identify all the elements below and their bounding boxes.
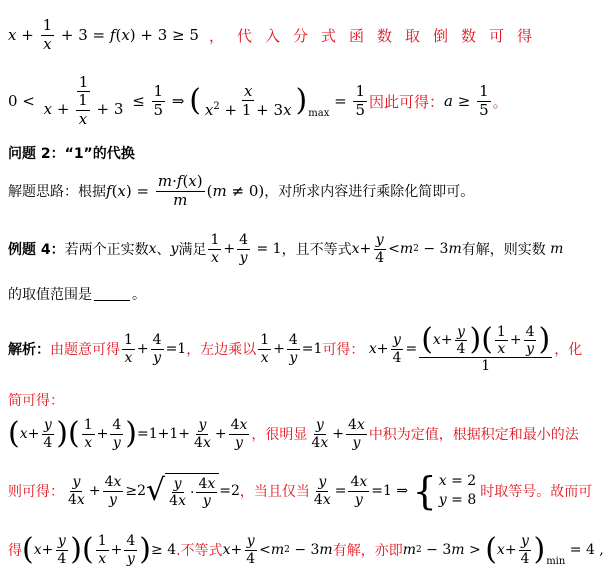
example-text: 有解，则实数	[461, 242, 546, 258]
analysis-text: ，左边乘以	[186, 342, 257, 358]
analysis-label: 解析：	[8, 342, 50, 358]
analysis-text: 有解，亦即	[332, 543, 403, 559]
method-prefix: 解题思路：根据	[8, 184, 106, 200]
analysis-text: ，当且仅当	[239, 484, 310, 500]
example-text: ，且不等式	[281, 242, 352, 258]
analysis-text: 时取等号。故而可	[480, 484, 593, 500]
period: 。	[132, 287, 146, 303]
formula-1: x	[8, 26, 17, 44]
method-suffix: ，对所求内容进行乘除化简即可。	[264, 184, 475, 200]
analysis-text: ，化	[554, 342, 583, 358]
analysis-line-5: 得 ( x + $\frac{y}{4}$ ) ( $\frac{1}{x}$ + $\frac{4}{y}$ ) ≥ 4 .不等式 x + $\frac{y}{4}$ < m 2 − 3 m 有解，亦即 m 2 − 3 m > ( x + $\frac{y}{4}$ ) min = 4 ,	[8, 532, 604, 567]
example-text: 的取值范围是	[8, 287, 92, 303]
analysis-line-1: 解析： 由题意可得 $\frac{1}{x}$ + $\frac{4}{y}$ =1 ，左边乘以 $\frac{1}{x}$ + $\frac{4}{y}$ =1 可得： x + $\frac{y}{4}$ = ( x + $\frac{y}{4}$ ) ( $\frac{1}{x}$ + $\frac{4}{y}$ ) 1 ，化	[8, 322, 583, 375]
line-1: x + $\frac{1}{x}$ + 3 = f ( x ) + 3 ≥ 5 ，代入分式函数取倒数可得	[8, 16, 545, 53]
analysis-text: 简可得：	[8, 393, 64, 409]
analysis-line-2	[8, 390, 558, 410]
analysis-text: 中积为定值，根据积定和最小的法	[368, 427, 579, 443]
line-2: 0 < 1 x + $\frac{1}{x}$ + 3 ≤ $\frac{1}{5}$ ⇒ ( $\frac{x}{x^2 + 1 + 3x}$ ) max = $\frac{1}{5}$ 因此可得： a ≥ $\frac{1}{5}$ 。	[8, 73, 508, 128]
text-therefore: 因此可得：	[369, 92, 445, 111]
example-line: 例题 4： 若两个正实数 x 、 y 满足 $\frac{1}{x}$ + $\frac{4}{y}$ = 1 ，且不等式 x + $\frac{y}{4}$ < m 2 − 3 m 有解，则实数 m	[8, 232, 564, 266]
analysis-text: 由题意可得	[50, 342, 120, 358]
section-heading	[8, 142, 558, 164]
analysis-text: 则可得：	[8, 484, 64, 500]
text-substitute: ，代入分式函数取倒数可得	[208, 26, 545, 45]
heading-text: 问题 2：“1”的代换	[8, 146, 135, 162]
example-text: 满足	[178, 242, 207, 258]
answer-blank	[94, 288, 130, 301]
analysis-line-4: 则可得： $\frac{y}{4x}$ + $\frac{4x}{y}$ ≥2 √ $\frac{y}{4x}$ · $\frac{4x}{y}$ =2 ，当且仅当 $\frac{y}{4x}$ = $\frac{4x}{y}$ =1 ⇒ { x = 2 y = 8 时取等号。故而可	[8, 469, 593, 513]
fraction: $\frac{1}{x}$	[42, 16, 53, 53]
example-line-2	[8, 284, 558, 304]
analysis-text: ，很明显	[251, 427, 308, 443]
analysis-text: 可得：	[322, 342, 365, 358]
example-label: 例题 4：	[8, 242, 65, 258]
method-line: 解题思路：根据 f ( x ) = $\frac{m\cdot f(x)}{m}$ ( m ≠ 0) ，对所求内容进行乘除化简即可。	[8, 172, 475, 209]
analysis-text: .不等式	[176, 543, 223, 559]
fraction: 1 x + $\frac{1}{x}$ + 3	[43, 73, 124, 128]
analysis-line-3: ( x + $\frac{y}{4}$ ) ( $\frac{1}{x}$ + $\frac{4}{y}$ ) =1+1+ $\frac{y}{4x}$ + $\frac{4x}{y}$ ，很明显 $\frac{y}{4x}$ + $\frac{4x}{y}$ 中积为定值，根据积定和最小的法	[8, 416, 579, 451]
example-text: 若两个正实数	[64, 242, 149, 258]
analysis-text: 得	[8, 543, 22, 559]
